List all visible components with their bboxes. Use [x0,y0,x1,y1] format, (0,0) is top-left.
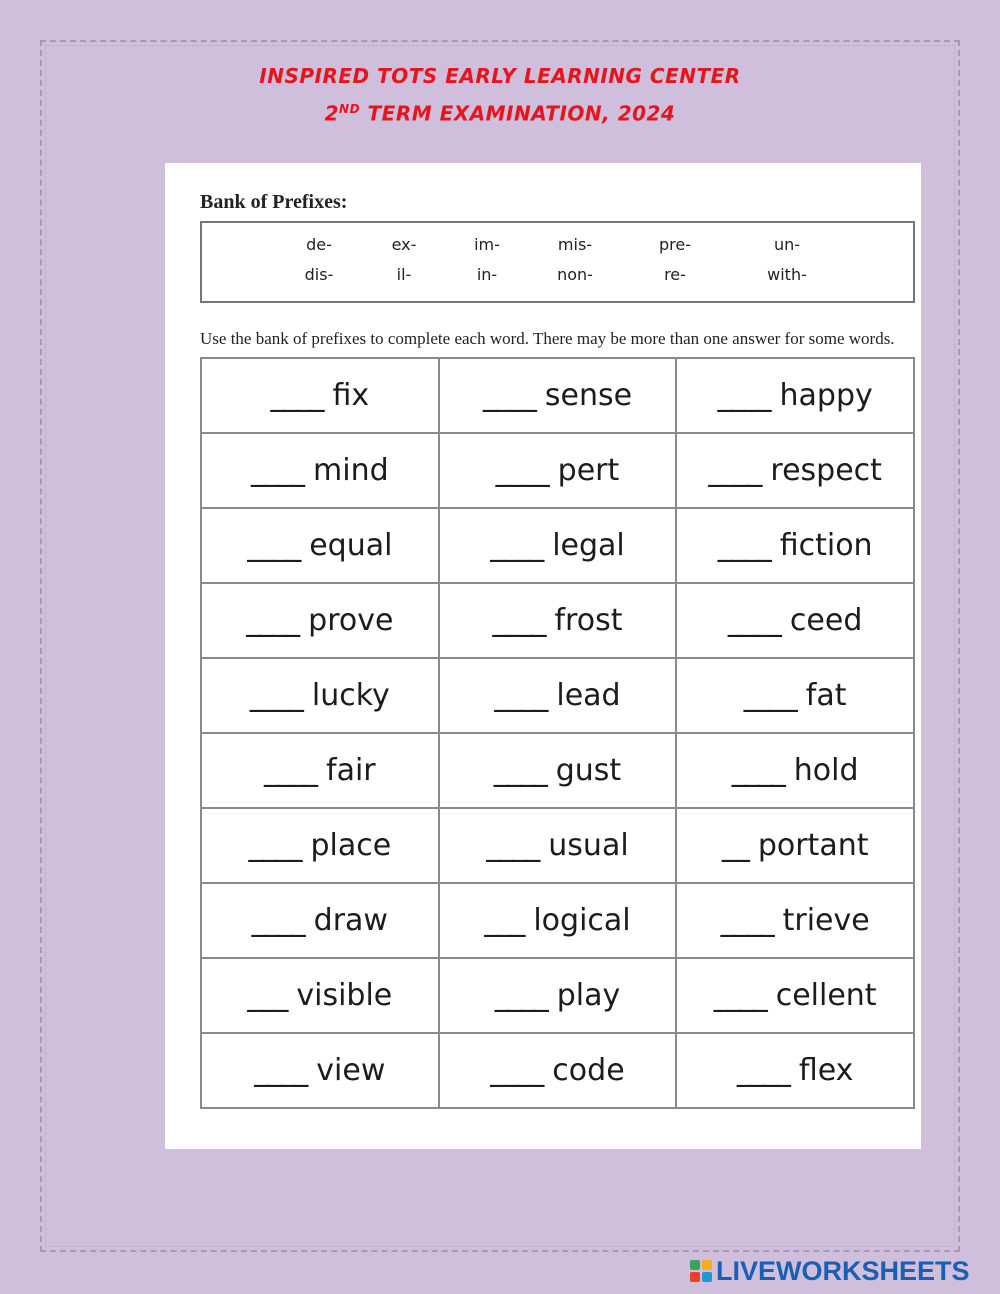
word-stem: ceed [789,603,863,638]
answer-blank[interactable]: ____ [251,453,304,488]
answer-blank[interactable]: ____ [482,378,535,413]
word-cell [676,733,914,808]
table-row [201,358,914,433]
word-cell [676,583,914,658]
word-stem: frost [554,603,623,638]
word-cell [439,583,677,658]
liveworksheets-logo [690,1256,970,1286]
word-cell [676,1033,914,1108]
answer-blank[interactable]: ____ [494,978,547,1013]
answer-blank[interactable]: ____ [249,678,302,713]
answer-blank[interactable]: ___ [484,903,524,938]
word-cell [439,508,677,583]
answer-blank[interactable]: ____ [490,1053,543,1088]
table-row [201,1033,914,1108]
word-cell [201,583,439,658]
prefix: il- [396,265,412,284]
brand-name: LIVEWORKSHEETS [716,1255,970,1286]
word-stem: view [316,1053,386,1088]
word-stem: flex [798,1053,854,1088]
table-row [201,658,914,733]
word-stem: fair [326,753,376,788]
prefix-row [202,235,913,261]
bank-title: Bank of Prefixes: [200,191,348,213]
word-cell [201,958,439,1033]
word-cell [439,1033,677,1108]
school-name: INSPIRED TOTS EARLY LEARNING CENTER [259,64,741,88]
word-cell [676,358,914,433]
prefix: with- [767,265,807,284]
word-cell [201,358,439,433]
word-stem: usual [548,828,629,863]
word-stem: pert [557,453,620,488]
word-stem: fat [805,678,847,713]
word-stem: logical [533,903,631,938]
word-cell [439,358,677,433]
word-stem: equal [309,528,393,563]
word-cell [439,883,677,958]
word-stem: lead [556,678,621,713]
word-stem: fiction [779,528,873,563]
answer-blank[interactable]: ____ [720,903,773,938]
word-cell [676,658,914,733]
word-cell [676,508,914,583]
answer-blank[interactable]: ____ [717,378,770,413]
word-stem: play [556,978,621,1013]
word-cell [201,658,439,733]
table-row [201,508,914,583]
logo-square [702,1272,712,1282]
word-stem: hold [793,753,859,788]
prefix: mis- [557,235,593,254]
word-cell [439,958,677,1033]
answer-blank[interactable]: ____ [743,678,796,713]
word-table [200,357,915,1109]
word-stem: portant [757,828,869,863]
prefix: pre- [659,235,691,254]
answer-blank[interactable]: ____ [493,753,546,788]
answer-blank[interactable]: ____ [736,1053,789,1088]
prefix: re- [664,265,686,284]
prefix: non- [557,265,593,284]
page-header [0,60,1000,126]
word-cell [201,1033,439,1108]
answer-blank[interactable]: ____ [708,453,761,488]
word-stem: gust [555,753,622,788]
word-stem: visible [296,978,393,1013]
answer-blank[interactable]: ____ [246,603,299,638]
word-cell [201,883,439,958]
answer-blank[interactable]: ____ [254,1053,307,1088]
word-stem: sense [544,378,633,413]
word-stem: mind [313,453,389,488]
table-row [201,433,914,508]
word-stem: legal [552,528,625,563]
answer-blank[interactable]: __ [721,828,748,863]
logo-square [690,1272,700,1282]
table-row [201,958,914,1033]
answer-blank[interactable]: ____ [727,603,780,638]
answer-blank[interactable]: ____ [492,603,545,638]
prefix: im- [474,235,500,254]
answer-blank[interactable]: ____ [490,528,543,563]
logo-square [690,1260,700,1270]
answer-blank[interactable]: ____ [495,453,548,488]
prefix: dis- [304,265,334,284]
word-stem: happy [779,378,873,413]
word-stem: prove [308,603,394,638]
table-row [201,733,914,808]
table-row [201,583,914,658]
answer-blank[interactable]: ___ [247,978,287,1013]
answer-blank[interactable]: ____ [494,678,547,713]
answer-blank[interactable]: ____ [713,978,766,1013]
word-stem: draw [313,903,388,938]
word-cell [439,733,677,808]
worksheet [165,163,921,1149]
prefix: in- [476,265,498,284]
answer-blank[interactable]: ____ [264,753,317,788]
word-stem: code [552,1053,625,1088]
word-cell [676,958,914,1033]
table-row [201,883,914,958]
word-cell [439,658,677,733]
instructions: Use the bank of prefixes to complete each word. There may be more than one answer for some words. [200,329,895,348]
word-cell [201,433,439,508]
word-stem: trieve [782,903,870,938]
table-row [201,808,914,883]
word-stem: place [310,828,392,863]
answer-blank[interactable]: ____ [270,378,323,413]
prefix: ex- [391,235,417,254]
word-stem: fix [332,378,370,413]
word-cell [201,508,439,583]
word-stem: cellent [775,978,877,1013]
answer-blank[interactable]: ____ [717,528,770,563]
logo-square [702,1260,712,1270]
answer-blank[interactable]: ____ [486,828,539,863]
word-stem: respect [770,453,882,488]
word-cell [201,733,439,808]
prefix: de- [306,235,332,254]
word-cell [439,808,677,883]
answer-blank[interactable]: ____ [247,528,300,563]
prefix-row [202,265,913,291]
word-cell [676,883,914,958]
word-cell [439,433,677,508]
word-cell [676,433,914,508]
exam-title: 2ND TERM EXAMINATION, 2024 [324,101,676,126]
prefix-bank [200,221,915,303]
liveworksheets-logo-icon [690,1260,712,1282]
answer-blank[interactable]: ____ [248,828,301,863]
word-stem: lucky [311,678,390,713]
answer-blank[interactable]: ____ [251,903,304,938]
answer-blank[interactable]: ____ [731,753,784,788]
word-cell [676,808,914,883]
prefix: un- [773,235,801,254]
word-cell [201,808,439,883]
